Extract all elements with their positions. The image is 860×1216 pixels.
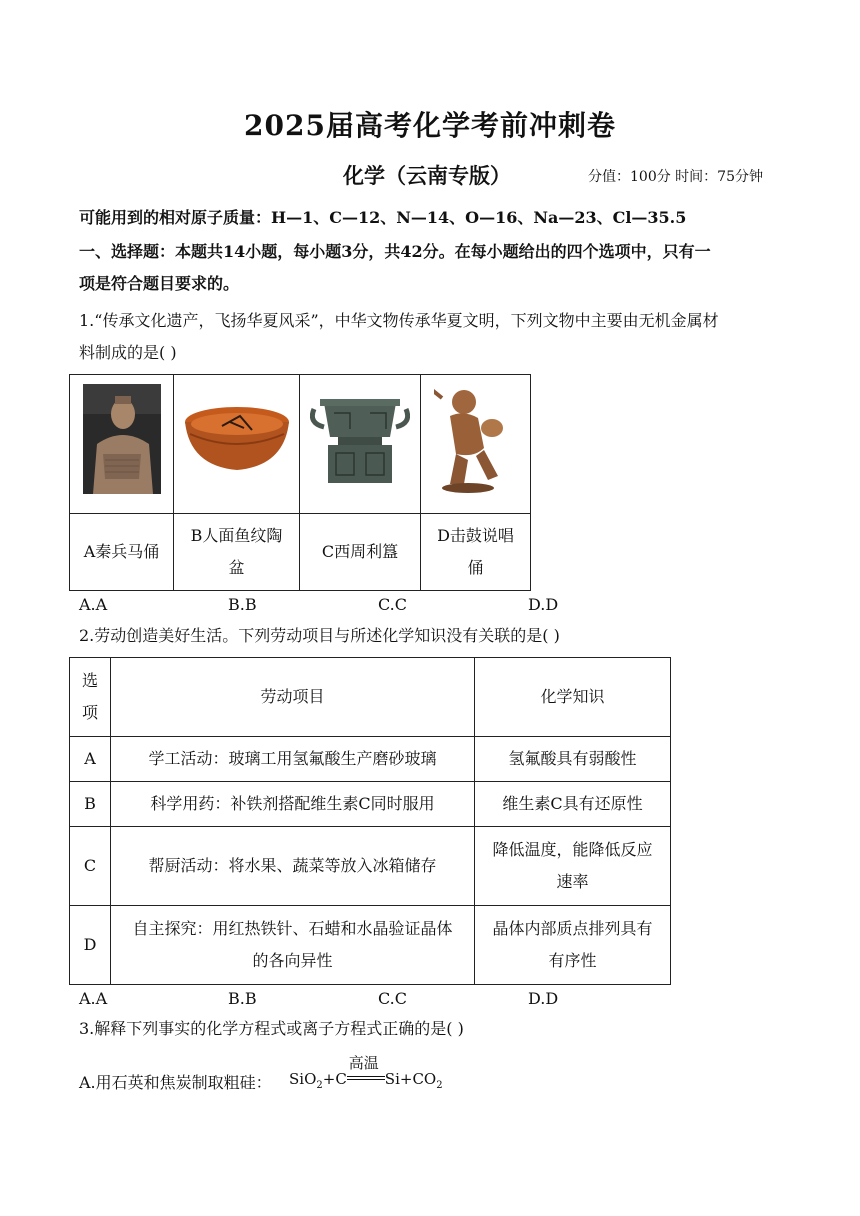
artifact-label: C西周利簋 (300, 514, 421, 591)
header-option: 选 项 (70, 658, 111, 737)
subtitle: 化学（云南专版） (343, 163, 511, 188)
option-c[interactable]: C.C (378, 989, 407, 1008)
option-a[interactable]: A.A (79, 595, 108, 614)
q1-artifact-table (69, 374, 531, 591)
q3-stem: 3.解释下列事实的化学方程式或离子方程式正确的是( ) (79, 1019, 464, 1038)
option-c[interactable]: C.C (378, 595, 407, 614)
artifact-label: D击鼓说唱 俑 (421, 514, 531, 591)
row-option: C (70, 827, 111, 906)
section-heading-line2: 项是符合题目要求的。 (79, 274, 240, 293)
option-b[interactable]: B.B (228, 989, 257, 1008)
section-heading-line1: 一、选择题：本题共14小题，每小题3分，共42分。在每小题给出的四个选项中，只有一 (79, 242, 711, 261)
row-knowledge: 晶体内部质点排列具有 有序性 (475, 906, 671, 985)
row-task: 科学用药：补铁剂搭配维生素C同时服用 (111, 782, 475, 827)
artifact-image-cell (174, 375, 300, 514)
drummer-figurine-image (434, 384, 518, 494)
table-row (70, 782, 671, 827)
q1-stem-line2: 料制成的是( ) (79, 343, 177, 362)
row-knowledge: 维生素C具有还原性 (475, 782, 671, 827)
artifact-image-cell (421, 375, 531, 514)
table-row (70, 827, 671, 906)
option-d[interactable]: D.D (528, 595, 559, 614)
painted-pottery-basin-image (182, 404, 292, 474)
atomic-mass-line: 可能用到的相对原子质量：H—1、C—12、N—14、O—16、Na—23、Cl—35.5 (79, 208, 687, 227)
terracotta-warrior-image (83, 384, 161, 494)
q2-stem: 2.劳动创造美好生活。下列劳动项目与所述化学知识没有关联的是( ) (79, 626, 560, 645)
artifact-image-cell (70, 375, 174, 514)
row-task: 帮厨活动：将水果、蔬菜等放入冰箱储存 (111, 827, 475, 906)
artifact-label: A秦兵马俑 (70, 514, 174, 591)
table-row (70, 737, 671, 782)
row-option: D (70, 906, 111, 985)
chemical-equation: SiO$_2$+C 高温 $Si+CO_2$ (289, 1054, 443, 1091)
q2-table (69, 657, 671, 985)
row-task: 自主探究：用红热铁针、石蜡和水晶验证晶体 的各向异性 (111, 906, 475, 985)
row-option: B (70, 782, 111, 827)
option-a[interactable]: A.A (79, 989, 108, 1008)
table-row (70, 906, 671, 985)
page-title: 2025届高考化学考前冲刺卷 (244, 109, 616, 142)
q1-stem-line1: 1.“传承文化遗产，飞扬华夏风采”，中华文物传承华夏文明，下列文物中主要由无机金属材 (79, 311, 719, 330)
reaction-condition: 高温 (348, 1054, 379, 1072)
artifact-image-cell (300, 375, 421, 514)
option-a-text: A.用石英和焦炭制取粗硅： (79, 1073, 272, 1092)
row-knowledge: 降低温度，能降低反应 速率 (475, 827, 671, 906)
row-option: A (70, 737, 111, 782)
header-task: 劳动项目 (111, 658, 475, 737)
row-knowledge: 氢氟酸具有弱酸性 (475, 737, 671, 782)
option-d[interactable]: D.D (528, 989, 559, 1008)
equals-sign (347, 1076, 385, 1080)
bronze-gui-vessel-image (310, 389, 410, 489)
artifact-label: B人面鱼纹陶 盆 (174, 514, 300, 591)
header-knowledge: 化学知识 (475, 658, 671, 737)
score-time-info: 分值：100分 时间：75分钟 (588, 169, 763, 185)
row-task: 学工活动：玻璃工用氢氟酸生产磨砂玻璃 (111, 737, 475, 782)
option-b[interactable]: B.B (228, 595, 257, 614)
